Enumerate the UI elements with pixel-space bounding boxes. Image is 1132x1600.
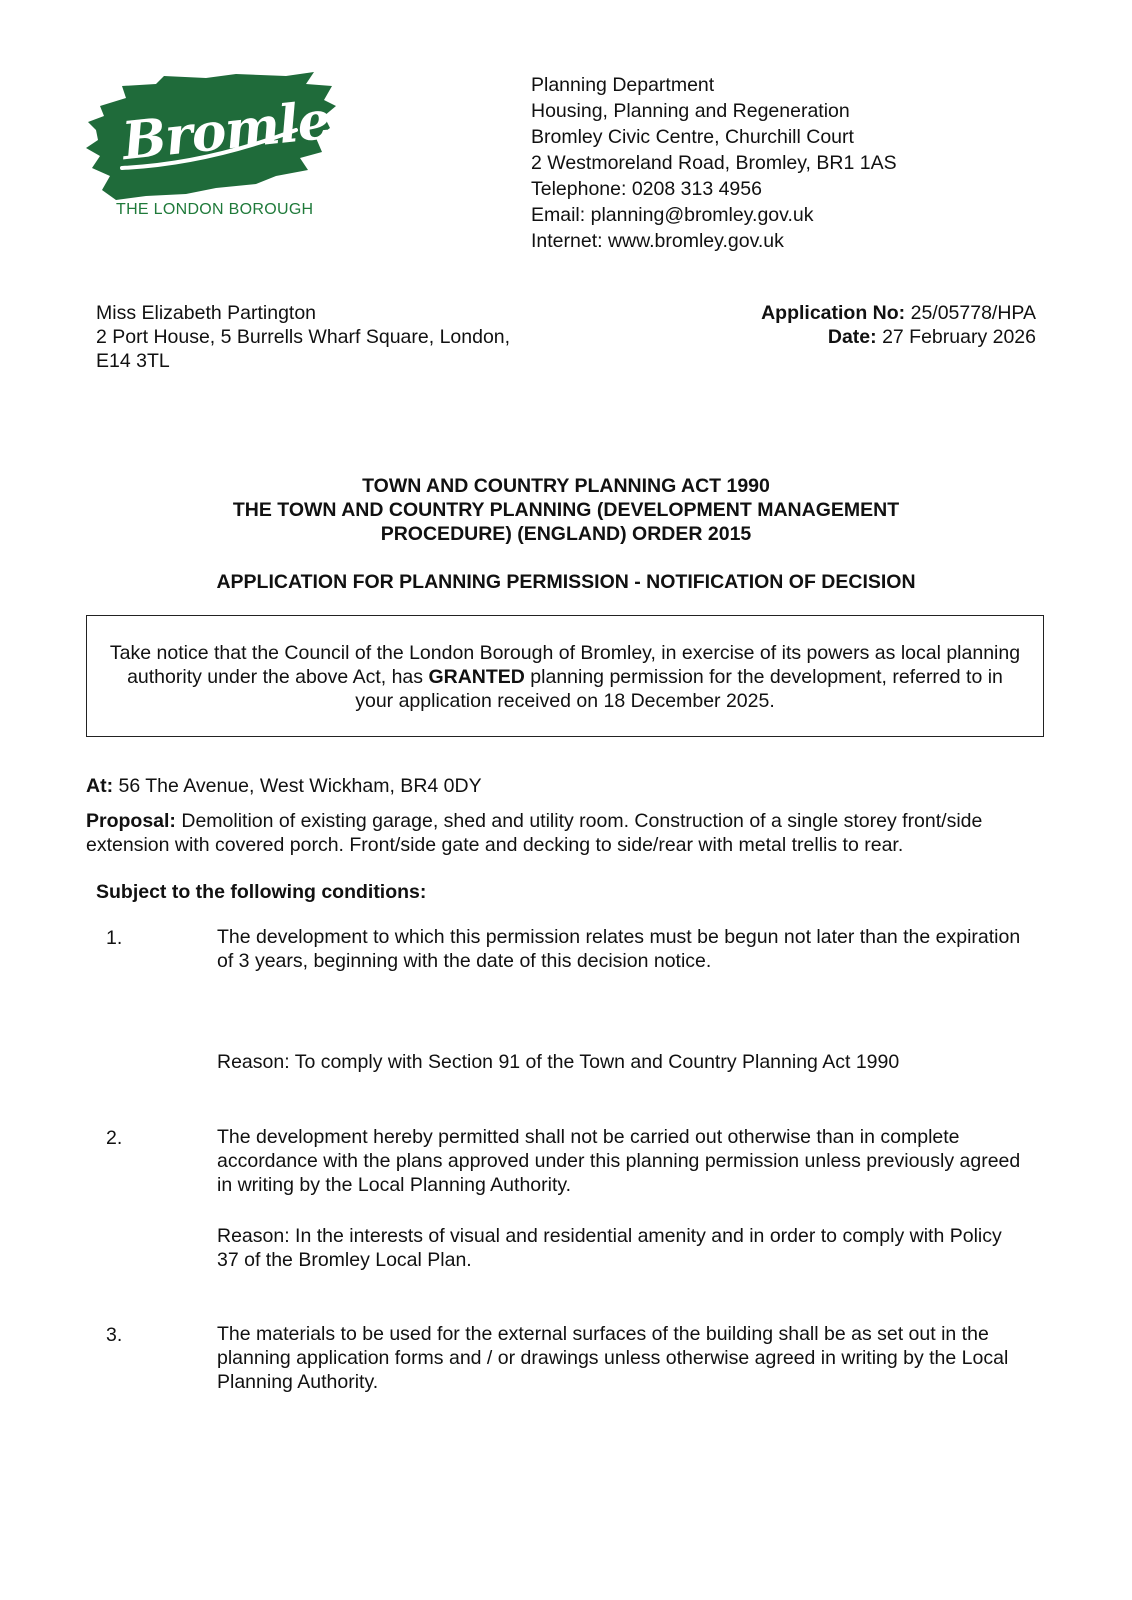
logo-subtitle: THE LONDON BOROUGH (116, 201, 314, 218)
bromley-logo (86, 72, 362, 227)
condition-number: 1. (106, 927, 123, 949)
dept-website: Internet: www.bromley.gov.uk (531, 230, 784, 252)
proposal-text: Demolition of existing garage, shed and utility room. Construction of a single storey front/side extension with covered porch. Front/side gate and decking to side/rear with metal trellis to rear. (86, 810, 983, 856)
application-date-row (761, 324, 1036, 348)
application-date: 27 February 2026 (882, 326, 1036, 348)
logo-wordmark: Bromley (119, 86, 362, 173)
act-heading-line2: THE TOWN AND COUNTRY PLANNING (DEVELOPMENT MANAGEMENT (232, 499, 900, 521)
department-address (531, 72, 1051, 254)
conditions-heading: Subject to the following conditions: (96, 881, 427, 903)
condition-text: The development to which this permission relates must be begun not later than the expiration of 3 years, beginning with the date of this decision notice. (217, 926, 1021, 972)
site-label: At: (86, 775, 114, 797)
condition-reason: Reason: To comply with Section 91 of the Town and Country Planning Act 1990 (217, 1051, 900, 1073)
condition-number: 3. (106, 1324, 123, 1346)
recipient-address-line: 2 Port House, 5 Burrells Wharf Square, London, (96, 326, 511, 348)
application-number-row (761, 300, 1036, 324)
application-number: 25/05778/HPA (910, 302, 1036, 324)
dept-line: Bromley Civic Centre, Churchill Court (531, 126, 854, 148)
site-address: 56 The Avenue, West Wickham, BR4 0DY (118, 775, 482, 797)
dept-line: Planning Department (531, 74, 715, 96)
act-heading-line3: PROCEDURE) (ENGLAND) ORDER 2015 (380, 523, 752, 545)
notice-text-after: planning permission for the development, referred to in your application received on 18 December 2025. (355, 666, 1003, 712)
recipient-address (96, 300, 566, 372)
condition-reason: Reason: In the interests of visual and residential amenity and in order to comply with Policy 37 of the Bromley Local Plan. (217, 1225, 1002, 1271)
dept-line: Housing, Planning and Regeneration (531, 100, 850, 122)
proposal-row (86, 809, 1046, 857)
condition-text: The materials to be used for the external surfaces of the building shall be as set out in the planning application forms and / or drawings unless otherwise agreed in writing by the Local Planning Authority. (217, 1323, 1009, 1393)
application-meta (761, 300, 1036, 348)
application-number-label: Application No: (761, 302, 906, 324)
proposal-label: Proposal: (86, 810, 176, 832)
decision-status: GRANTED (428, 666, 525, 688)
decision-notice-text (107, 641, 1023, 713)
dept-email: Email: planning@bromley.gov.uk (531, 204, 814, 226)
site-address-row (86, 773, 1046, 799)
act-heading-line1: TOWN AND COUNTRY PLANNING ACT 1990 (362, 475, 770, 497)
condition-number: 2. (106, 1127, 123, 1149)
decision-title: APPLICATION FOR PLANNING PERMISSION - NOTIFICATION OF DECISION (216, 571, 916, 593)
dept-telephone: Telephone: 0208 313 4956 (531, 178, 762, 200)
recipient-address-line: E14 3TL (96, 350, 170, 372)
notice-text-before: Take notice that the Council of the London Borough of Bromley, in exercise of its powers as local planning authority under the above Act, has (109, 642, 1021, 688)
application-date-label: Date: (827, 326, 877, 348)
dept-line: 2 Westmoreland Road, Bromley, BR1 1AS (531, 152, 897, 174)
recipient-name: Miss Elizabeth Partington (96, 302, 317, 324)
condition-text: The development hereby permitted shall not be carried out otherwise than in complete accordance with the plans approved under this planning permission unless previously agreed in writing by the Local Planning Authority. (217, 1126, 1021, 1196)
decision-notice-box (86, 615, 1044, 737)
